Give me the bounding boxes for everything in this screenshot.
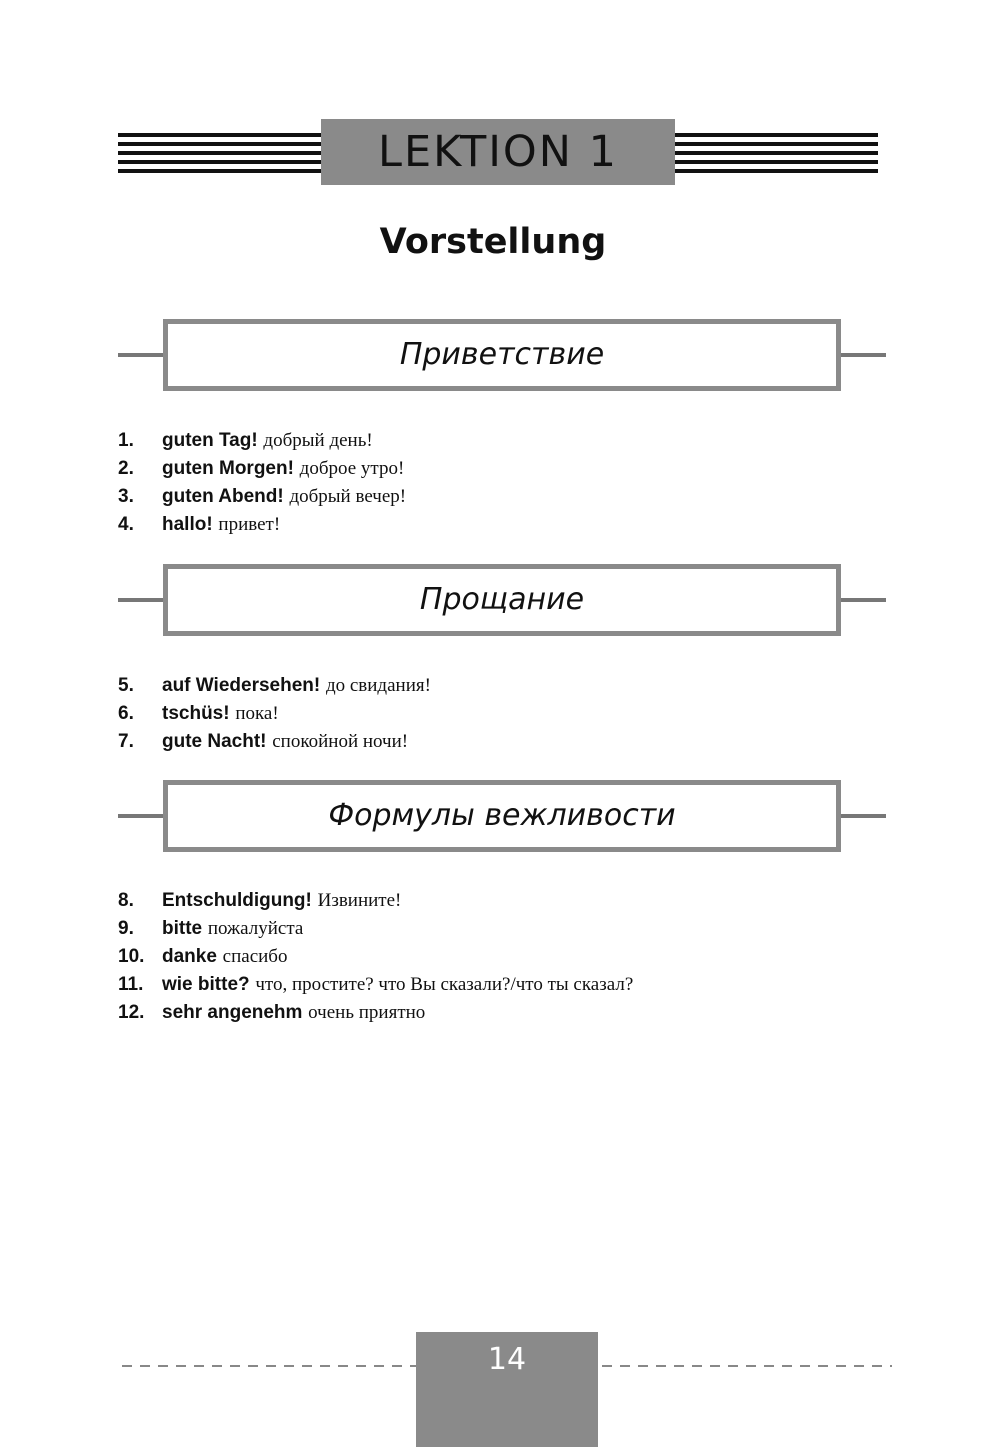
vocab-item [118,728,431,756]
vocab-number: 12. [118,1002,145,1023]
vocab-number: 8. [118,890,134,911]
vocab-item [118,483,406,511]
vocab-german: gute Nacht! [162,731,267,752]
vocab-german: auf Wiedersehen! [162,675,321,696]
section-title-box [163,319,841,391]
vocab-german: tschüs! [162,703,230,724]
section-rule-right [838,353,886,357]
lesson-title: LEKTION 1 [378,126,618,177]
vocab-number: 1. [118,430,134,451]
section-politeness [118,780,886,852]
vocab-item [118,700,431,728]
section-farewell [118,564,886,636]
vocab-list-greeting [118,427,406,539]
vocab-german: guten Abend! [162,486,284,507]
vocab-item [118,971,633,999]
section-title: Формулы вежливости [328,798,676,833]
vocab-russian: спасибо [222,946,288,967]
lesson-title-box [321,119,675,185]
footer-dashed-rule-left [122,1365,416,1367]
section-rule-right [838,598,886,602]
vocab-german: wie bitte? [162,974,250,995]
vocab-number: 7. [118,731,134,752]
vocab-list-politeness [118,887,633,1027]
vocab-item [118,887,633,915]
section-title: Прощание [419,582,585,617]
vocab-german: bitte [162,918,203,939]
vocab-russian: что, простите? что Вы сказали?/что ты сказал? [255,974,634,995]
vocab-number: 5. [118,675,134,696]
vocab-russian: привет! [218,514,281,535]
vocab-number: 4. [118,514,134,535]
vocab-russian: спокойной ночи! [272,731,409,752]
vocab-item [118,999,633,1027]
vocab-german: danke [162,946,217,967]
vocab-russian: добрый день! [263,430,373,451]
vocab-russian: добрый вечер! [289,486,407,507]
page-number-box [416,1332,598,1447]
section-rule-left [118,814,166,818]
vocab-item [118,943,633,971]
vocab-number: 11. [118,974,144,995]
section-title-box [163,780,841,852]
vocab-item [118,915,633,943]
page-number: 14 [487,1342,527,1377]
section-title: Приветствие [399,337,605,372]
header-stripes-right [675,133,878,173]
vocab-list-farewell [118,672,431,756]
vocab-item [118,427,406,455]
vocab-russian: до свидания! [325,675,431,696]
vocab-german: guten Morgen! [162,458,294,479]
section-rule-right [838,814,886,818]
section-rule-left [118,353,166,357]
vocab-german: Entschuldigung! [162,890,312,911]
vocab-number: 9. [118,918,134,939]
vocab-russian: пока! [235,703,279,724]
vocab-number: 3. [118,486,134,507]
vocab-number: 10. [118,946,145,967]
vocab-russian: доброе утро! [299,458,405,479]
vocab-number: 6. [118,703,134,724]
vocab-item [118,672,431,700]
vocab-german: guten Tag! [162,430,258,451]
vocab-item [118,511,406,539]
vocab-russian: пожалуйста [207,918,304,939]
section-title-box [163,564,841,636]
header-stripes-left [118,133,321,173]
vocab-number: 2. [118,458,134,479]
lesson-subtitle: Vorstellung [379,222,607,262]
vocab-german: sehr angenehm [162,1002,303,1023]
vocab-russian: очень приятно [308,1002,426,1023]
footer-dashed-rule-right [602,1365,892,1367]
section-greeting [118,319,886,391]
section-rule-left [118,598,166,602]
vocab-item [118,455,406,483]
vocab-german: hallo! [162,514,213,535]
vocab-russian: Извините! [317,890,402,911]
